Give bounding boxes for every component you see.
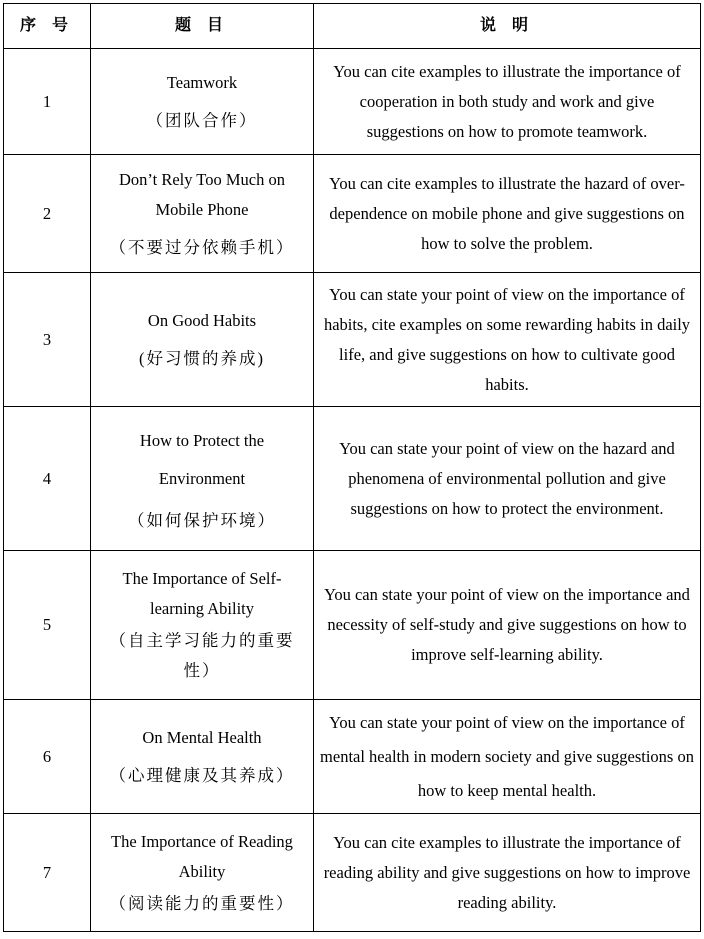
title-english: The Importance of Self-learning Ability xyxy=(122,569,282,618)
title-english: On Good Habits xyxy=(147,310,257,330)
title-chinese: （不要过分依赖手机） xyxy=(109,237,295,257)
row-description: You can cite examples to illustrate the importance of reading ability and give suggestions on how to improve reading ability. xyxy=(314,814,701,932)
table-row xyxy=(4,49,701,155)
title-chinese: （阅读能力的重要性） xyxy=(109,893,295,913)
row-title xyxy=(91,273,314,407)
row-description: You can state your point of view on the importance and necessity of self-study and give suggestions on how to improve self-learning ability. xyxy=(314,551,701,700)
title-chinese: （自主学习能力的重要性） xyxy=(109,631,295,680)
row-description: You can cite examples to illustrate the hazard of over-dependence on mobile phone and give suggestions on how to solve the problem. xyxy=(314,155,701,273)
row-number: 3 xyxy=(4,273,91,407)
row-number: 5 xyxy=(4,551,91,700)
header-number: 序 号 xyxy=(4,4,91,49)
row-title xyxy=(91,551,314,700)
row-title xyxy=(91,49,314,155)
topics-table xyxy=(3,3,701,932)
row-number: 7 xyxy=(4,814,91,932)
row-title xyxy=(91,700,314,814)
title-chinese: （心理健康及其养成） xyxy=(109,765,295,785)
title-chinese: （如何保护环境） xyxy=(128,510,276,530)
row-description: You can cite examples to illustrate the importance of cooperation in both study and work and give suggestions on how to promote teamwork. xyxy=(314,49,701,155)
row-number: 4 xyxy=(4,407,91,551)
table-row xyxy=(4,155,701,273)
header-description: 说 明 xyxy=(314,4,701,49)
row-number: 6 xyxy=(4,700,91,814)
table-row xyxy=(4,273,701,407)
table-row xyxy=(4,407,701,551)
title-english: The Importance of Reading Ability xyxy=(111,831,293,881)
header-row xyxy=(4,4,701,49)
row-number: 2 xyxy=(4,155,91,273)
title-english: Don’t Rely Too Much on Mobile Phone xyxy=(119,169,285,219)
title-chinese: (好习惯的养成) xyxy=(139,348,265,368)
row-title xyxy=(91,407,314,551)
title-english: How to Protect the Environment xyxy=(139,430,265,488)
table-row xyxy=(4,700,701,814)
row-number: 1 xyxy=(4,49,91,155)
table-row xyxy=(4,551,701,700)
header-title: 题 目 xyxy=(91,4,314,49)
row-description: You can state your point of view on the importance of habits, cite examples on some rewarding habits in daily life, and give suggestions on how to cultivate good habits. xyxy=(314,273,701,407)
row-title xyxy=(91,155,314,273)
table-row xyxy=(4,814,701,932)
title-english: Teamwork xyxy=(166,72,238,92)
title-english: On Mental Health xyxy=(142,727,262,747)
title-chinese: （团队合作） xyxy=(146,110,258,130)
row-description: You can state your point of view on the importance of mental health in modern society and give suggestions on how to keep mental health. xyxy=(314,700,701,814)
row-description: You can state your point of view on the hazard and phenomena of environmental pollution and give suggestions on how to protect the environment. xyxy=(314,407,701,551)
row-title xyxy=(91,814,314,932)
